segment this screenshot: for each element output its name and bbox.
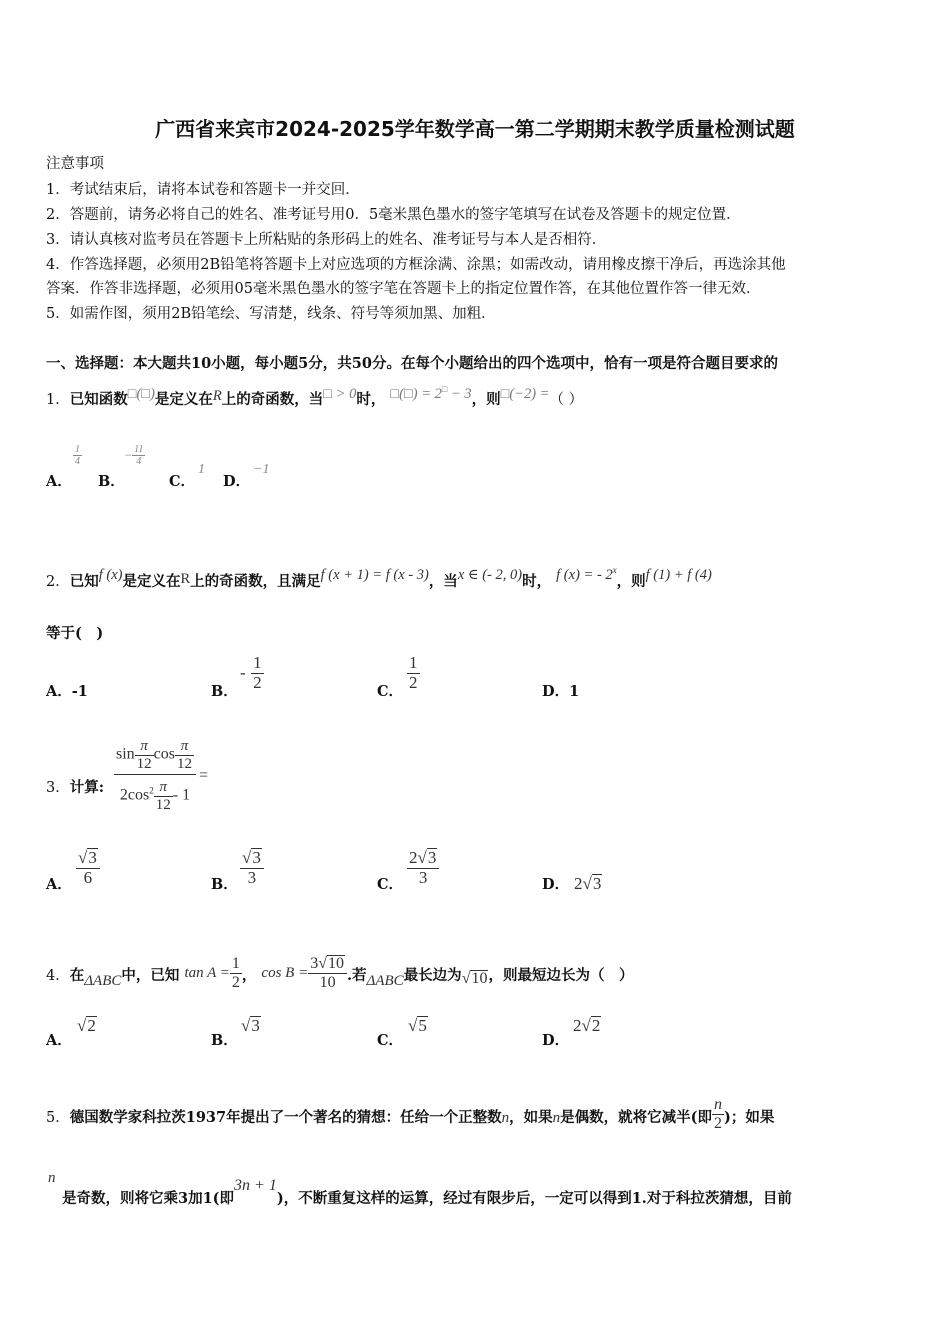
q2-text-cont: 等于( ): [46, 625, 104, 642]
radicand: 10: [327, 955, 344, 972]
radicand: 3: [252, 848, 261, 867]
q4-text: .若: [346, 967, 367, 985]
fraction-numerator: 11: [134, 444, 144, 455]
q3-option-a-value: $\frac{√3}{6}$: [76, 848, 100, 887]
q1-number: 1．: [46, 392, 70, 408]
equals-sign: =: [199, 766, 209, 784]
notice-item-5: 5．如需作图，须用2B铅笔绘、写清楚，线条、符号等须加黑、加粗．: [46, 306, 496, 322]
q4-option-a[interactable]: [46, 1029, 72, 1050]
q5-text: ，如果: [509, 1109, 553, 1127]
q5-text: 德国数学家科拉茨1937年提出了一个著名的猜想：任给一个正整数: [69, 1109, 502, 1127]
question-2: [46, 565, 712, 591]
q1-option-c[interactable]: [169, 470, 195, 491]
radicand: 10: [471, 970, 488, 988]
coefficient: 2: [409, 848, 418, 867]
q5-number: 5．: [46, 1110, 70, 1127]
q2-number: 2．: [46, 574, 70, 590]
option-label: D．: [542, 876, 570, 893]
q2-text: ，当: [428, 573, 458, 590]
fraction-denominator: 2: [253, 672, 262, 692]
q1-option-a[interactable]: [46, 470, 72, 491]
q1-math-r: R: [212, 388, 222, 404]
q4-math-cos: cos B =: [261, 965, 309, 982]
q1-option-b-value: [124, 444, 145, 467]
q2-text: 时，: [522, 573, 552, 590]
q5-text: )，不断重复这样的运算，经过有限步后，一定可以得到1.对于科拉茨猜想，目前: [276, 1190, 792, 1207]
page-title: 广西省来宾市2024-2025学年数学高一第二学期期末教学质量检测试题: [155, 117, 795, 141]
q2-option-b[interactable]: [211, 680, 238, 701]
fraction-numerator: 1: [231, 955, 240, 973]
notice-item-4: 4．作答选择题，必须用2B铅笔将答题卡上对应选项的方框涂满、涂黑；如需改动，请用橡皮擦干净后，再选涂其他: [46, 257, 786, 273]
q1-option-b[interactable]: [98, 470, 125, 491]
q3-option-d-value: 2√3: [574, 874, 602, 893]
q3-number: 3．: [46, 780, 70, 796]
q2-option-c[interactable]: [377, 680, 403, 701]
fraction-denominator: 2: [231, 973, 240, 991]
q1-text: 上的奇函数，当: [221, 391, 324, 408]
q2-text: ，则: [616, 573, 646, 590]
minus-one: - 1: [172, 786, 191, 804]
radicand: 2: [87, 1016, 96, 1035]
q1-text: 已知函数: [69, 391, 128, 408]
q4-number: 4．: [46, 968, 70, 985]
option-label: B．: [211, 876, 238, 893]
fraction-numerator: π: [154, 779, 173, 797]
q5-math-expr: 3n + 1: [234, 1177, 277, 1194]
q2-option-c-value: [407, 654, 420, 692]
q5-text: 是偶数，就将它减半(即: [560, 1109, 712, 1127]
q2-math-f: f (x): [98, 567, 123, 583]
option-label: C．: [377, 1032, 404, 1049]
sin-fn: sin: [116, 745, 135, 763]
q3-option-b[interactable]: [211, 873, 238, 894]
option-value: -1: [71, 683, 88, 700]
q1-math-exp: □: [441, 384, 448, 395]
fraction-numerator: n: [713, 1096, 722, 1113]
q1-text: 是定义在: [154, 391, 213, 408]
fraction-denominator: 4: [136, 456, 142, 467]
fraction-denominator: 12: [136, 755, 152, 772]
notice-item-1: 1．考试结束后，请将本试卷和答题卡一并交回．: [46, 182, 360, 198]
q3-option-c-value: $\frac{2√3}{3}$: [407, 848, 439, 887]
question-4: 4．在ΔABC中，已知 tan A = $\frac{1}{2}$ ， cos B = $\frac{3√10}{10}$ .若ΔABC最长边为√10，则最短边长为（ ）: [46, 955, 634, 991]
option-label: B．: [98, 473, 125, 490]
fraction-numerator: π: [175, 738, 194, 756]
notice-heading: 注意事项: [46, 156, 104, 172]
q2-option-b-value: [240, 654, 264, 692]
fraction-denominator: 2: [409, 672, 418, 692]
option-label: A．: [46, 473, 72, 490]
option-label: B．: [211, 1032, 238, 1049]
q1-option-a-value: [73, 444, 82, 467]
coefficient: 2: [574, 874, 583, 893]
q4-text: ，则最短边长为（ ）: [488, 967, 634, 985]
option-label: C．: [377, 876, 404, 893]
q1-math-def: □(□) = 2: [390, 386, 442, 402]
notice-item-3: 3．请认真核对监考员在答题卡上所粘贴的条形码上的姓名、准考证号与本人是否相符．: [46, 232, 607, 248]
sign: -: [240, 663, 246, 683]
q3-option-b-value: $\frac{√3}{3}$: [240, 848, 264, 887]
radicand: 3: [251, 1016, 260, 1035]
option-label: D．: [542, 683, 570, 700]
fraction-numerator: 1: [253, 653, 262, 672]
option-label: A．: [46, 683, 72, 700]
q4-math-tan: tan A =: [184, 965, 230, 982]
radicand: 3: [427, 848, 437, 867]
q1-option-d[interactable]: [223, 470, 250, 491]
q2-option-a[interactable]: [46, 680, 88, 701]
q4-text: 中，已知: [121, 967, 180, 985]
q4-math-triangle: ΔABC: [84, 973, 122, 990]
q5-math-n: n: [48, 1170, 56, 1186]
q2-math-exp: x: [612, 565, 617, 576]
option-label: A．: [46, 1032, 72, 1049]
option-label: B．: [211, 683, 238, 700]
q4-text: ，: [241, 967, 257, 985]
q2-math-interval: x ∈ (- 2, 0): [457, 567, 523, 583]
q2-text: 上的奇函数，且满足: [190, 573, 321, 590]
q3-option-a[interactable]: [46, 873, 72, 894]
notice-item-4-cont: 答案．作答非选择题，必须用05毫米黑色墨水的签字笔在答题卡上的指定位置作答，在其他位置作答一律无效．: [46, 281, 761, 297]
option-value: 1: [569, 683, 580, 700]
section-heading: 一、选择题：本大题共10小题，每小题5分，共50分。在每个小题给出的四个选项中，恰有一项是符合题目要求的: [46, 355, 778, 372]
radicand: 5: [418, 1016, 427, 1035]
coefficient: 2: [573, 1016, 582, 1035]
q5-text-cont: [62, 1177, 792, 1208]
q4-text: 在: [69, 967, 85, 985]
fraction-denominator: 4: [75, 456, 80, 467]
fraction-denominator: 3: [418, 867, 428, 887]
q1-math-ask: □(−2) =: [500, 386, 550, 402]
q4-option-d[interactable]: [542, 1029, 569, 1050]
q1-math-f: □(□): [127, 386, 155, 402]
sign: −: [124, 448, 133, 462]
q5-math-n: n: [552, 1110, 561, 1127]
radicand: 2: [591, 1016, 601, 1035]
q1-text: 时，: [356, 391, 386, 408]
radicand: 3: [88, 848, 97, 867]
fraction-numerator: π: [135, 738, 154, 756]
q3-option-c[interactable]: [377, 873, 403, 894]
q4-math-triangle: ΔABC: [366, 973, 404, 990]
q4-option-d-value: 2√2: [573, 1016, 601, 1035]
q4-text: 最长边为: [403, 967, 462, 985]
option-label: A．: [46, 876, 72, 893]
q2-text: 已知: [69, 573, 99, 590]
q1-option-d-value: −1: [253, 462, 270, 477]
q4-option-c-value: √5: [408, 1016, 427, 1035]
q2-math-def: f (x) = - 2: [556, 567, 613, 583]
q2-math-r: R: [180, 571, 191, 587]
q5-text: )；如果: [723, 1109, 775, 1127]
cos-fn: cos: [153, 745, 175, 763]
q1-text: ，则: [471, 391, 501, 408]
cos-fn: 2cos: [119, 786, 150, 804]
q2-text: 是定义在: [122, 573, 181, 590]
q4-option-b[interactable]: [211, 1029, 238, 1050]
q4-option-a-value: √2: [77, 1016, 96, 1035]
option-label: D．: [223, 473, 251, 490]
question-5: [46, 1096, 775, 1136]
fraction-numerator: 1: [75, 444, 80, 455]
fraction-denominator: 2: [713, 1114, 722, 1132]
coefficient: 3: [310, 955, 319, 972]
q1-option-c-value: 1: [198, 462, 205, 477]
q2-math-ask: f (1) + f (4): [645, 567, 712, 583]
q1-math-def-b: − 3: [447, 386, 472, 402]
q5-math-n: n: [501, 1110, 510, 1127]
q3-expression: [114, 738, 208, 813]
q2-option-d[interactable]: [542, 680, 579, 701]
fraction-numerator: 1: [409, 653, 418, 672]
question-1: [46, 384, 584, 409]
q4-option-b-value: √3: [241, 1016, 260, 1035]
fraction-denominator: 3: [247, 867, 257, 887]
q4-option-c[interactable]: [377, 1029, 403, 1050]
q3-text: 计算:: [69, 779, 105, 796]
fraction-denominator: 12: [177, 755, 192, 772]
q3-option-d[interactable]: [542, 873, 569, 894]
q1-math-cond: □ > 0: [323, 386, 357, 402]
option-label: D．: [542, 1032, 570, 1049]
option-label: C．: [377, 683, 404, 700]
q5-text: 是奇数，则将它乘3加1(即: [62, 1190, 235, 1207]
fraction-denominator: 6: [83, 867, 93, 887]
option-label: C．: [169, 473, 196, 490]
question-3: [46, 776, 104, 797]
q2-math-eq: f (x + 1) = f (x - 3): [320, 567, 429, 583]
fraction-denominator: 12: [155, 796, 171, 813]
q1-paren: （ ）: [549, 392, 584, 408]
notice-item-2: 2．答题前，请务必将自己的姓名、准考证号用0．5毫米黑色墨水的签字笔填写在试卷及答题卡的规定位置．: [46, 207, 741, 223]
radicand: 3: [592, 874, 602, 893]
exponent: 2: [149, 785, 154, 796]
fraction-denominator: 10: [319, 973, 336, 991]
